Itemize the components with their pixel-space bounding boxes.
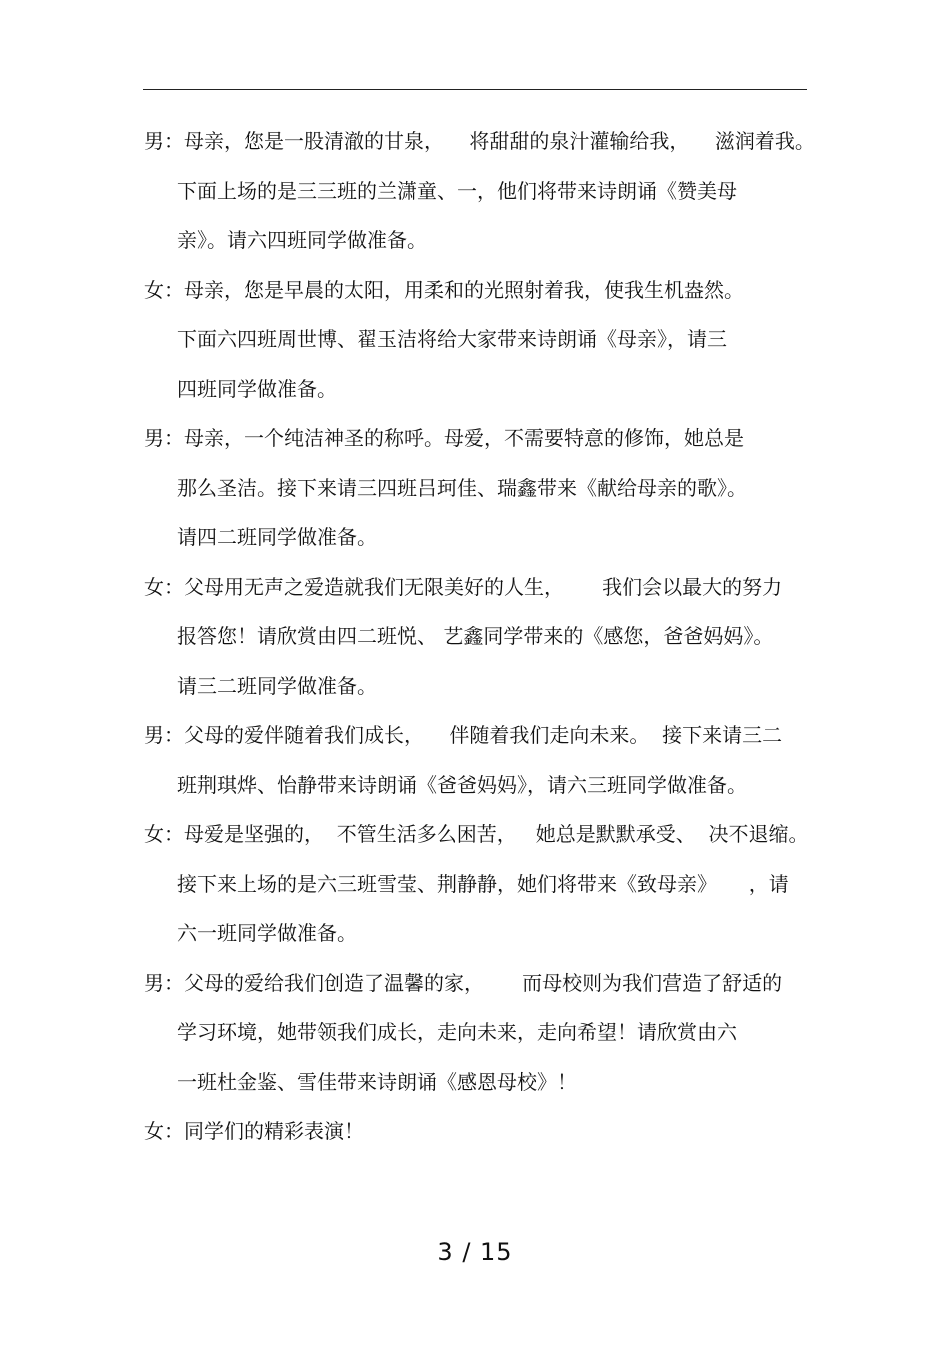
- dialogue-continuation-line: [0, 470, 950, 520]
- dialogue-text: 下面上场的是三三班的兰潇童、一，他们将带来诗朗诵《赞美母: [177, 178, 737, 203]
- dialogue-text: 请四二班同学做准备。: [177, 525, 377, 549]
- dialogue-text: 请三二班同学做准备。: [177, 673, 377, 698]
- dialogue-first-line: [0, 123, 950, 173]
- dialogue-paragraph: [0, 123, 950, 272]
- dialogue-text: 母亲，一个纯洁神圣的称呼。母爱，不需要特意的修饰，她总是: [184, 426, 744, 450]
- dialogue-continuation-line: [0, 866, 950, 916]
- dialogue-continuation-line: [0, 618, 950, 668]
- dialogue-text: 同学们的精彩表演！: [184, 1119, 364, 1143]
- dialogue-continuation-line: [0, 668, 950, 718]
- dialogue-text: 亲》。请六四班同学做准备。: [177, 228, 427, 252]
- speaker-label: 女：: [144, 574, 184, 599]
- dialogue-first-line: [0, 420, 950, 470]
- script-body: [0, 123, 950, 1163]
- speaker-label: 女：: [144, 1119, 184, 1143]
- speaker-label: 男：: [144, 426, 184, 450]
- dialogue-first-line: [0, 569, 950, 619]
- speaker-label: 男：: [144, 129, 184, 153]
- dialogue-continuation-line: [0, 173, 950, 223]
- dialogue-text: 父母的爱给我们创造了温馨的家， 而母校则为我们营造了舒适的: [184, 970, 783, 995]
- speaker-label: 女：: [144, 822, 184, 846]
- speaker-label: 女：: [144, 277, 184, 302]
- dialogue-first-line: [0, 965, 950, 1015]
- dialogue-continuation-line: [0, 915, 950, 965]
- dialogue-text: 母爱是坚强的， 不管生活多么困苦， 她总是默默承受、 决不退缩。: [184, 822, 809, 846]
- dialogue-text: 班荆琪烨、怡静带来诗朗诵《爸爸妈妈》，请六三班同学做准备。: [177, 772, 747, 797]
- dialogue-text: 下面六四班周世博、翟玉洁将给大家带来诗朗诵《母亲》，请三: [177, 327, 727, 351]
- speaker-label: 男：: [144, 723, 184, 747]
- dialogue-first-line: [0, 816, 950, 866]
- dialogue-text: 一班杜金鉴、雪佳带来诗朗诵《感恩母校》！: [177, 1069, 577, 1094]
- dialogue-paragraph: [0, 1113, 950, 1163]
- dialogue-paragraph: [0, 420, 950, 569]
- dialogue-continuation-line: [0, 321, 950, 371]
- dialogue-first-line: [0, 272, 950, 322]
- dialogue-continuation-line: [0, 767, 950, 817]
- dialogue-text: 六一班同学做准备。: [177, 921, 357, 945]
- dialogue-first-line: [0, 1113, 950, 1163]
- page-number: 3 / 15: [437, 1238, 513, 1266]
- dialogue-text: 接下来上场的是六三班雪莹、荆静静，她们将带来《致母亲》 ，请: [177, 871, 789, 896]
- dialogue-text: 父母用无声之爱造就我们无限美好的人生， 我们会以最大的努力: [184, 574, 783, 599]
- dialogue-continuation-line: [0, 519, 950, 569]
- dialogue-first-line: [0, 717, 950, 767]
- dialogue-continuation-line: [0, 1014, 950, 1064]
- dialogue-paragraph: [0, 272, 950, 421]
- dialogue-paragraph: [0, 816, 950, 965]
- dialogue-text: 报答您！请欣赏由四二班悦、 艺鑫同学带来的《感您，爸爸妈妈》。: [177, 624, 774, 648]
- dialogue-continuation-line: [0, 371, 950, 421]
- dialogue-text: 学习环境，她带领我们成长，走向未来，走向希望！请欣赏由六: [177, 1020, 737, 1044]
- dialogue-text: 父母的爱伴随着我们成长， 伴随着我们走向未来。 接下来请三二: [184, 723, 783, 747]
- dialogue-continuation-line: [0, 1064, 950, 1114]
- speaker-label: 男：: [144, 970, 184, 995]
- dialogue-text: 那么圣洁。接下来请三四班吕珂佳、瑞鑫带来《献给母亲的歌》。: [177, 475, 747, 500]
- header-rule: [143, 89, 807, 90]
- dialogue-text: 四班同学做准备。: [177, 376, 337, 401]
- dialogue-continuation-line: [0, 222, 950, 272]
- dialogue-text: 母亲，您是早晨的太阳，用柔和的光照射着我，使我生机盎然。: [184, 277, 744, 302]
- dialogue-paragraph: [0, 717, 950, 816]
- dialogue-text: 母亲，您是一股清澈的甘泉， 将甜甜的泉汁灌输给我， 滋润着我。: [184, 129, 815, 153]
- dialogue-paragraph: [0, 569, 950, 718]
- dialogue-paragraph: [0, 965, 950, 1114]
